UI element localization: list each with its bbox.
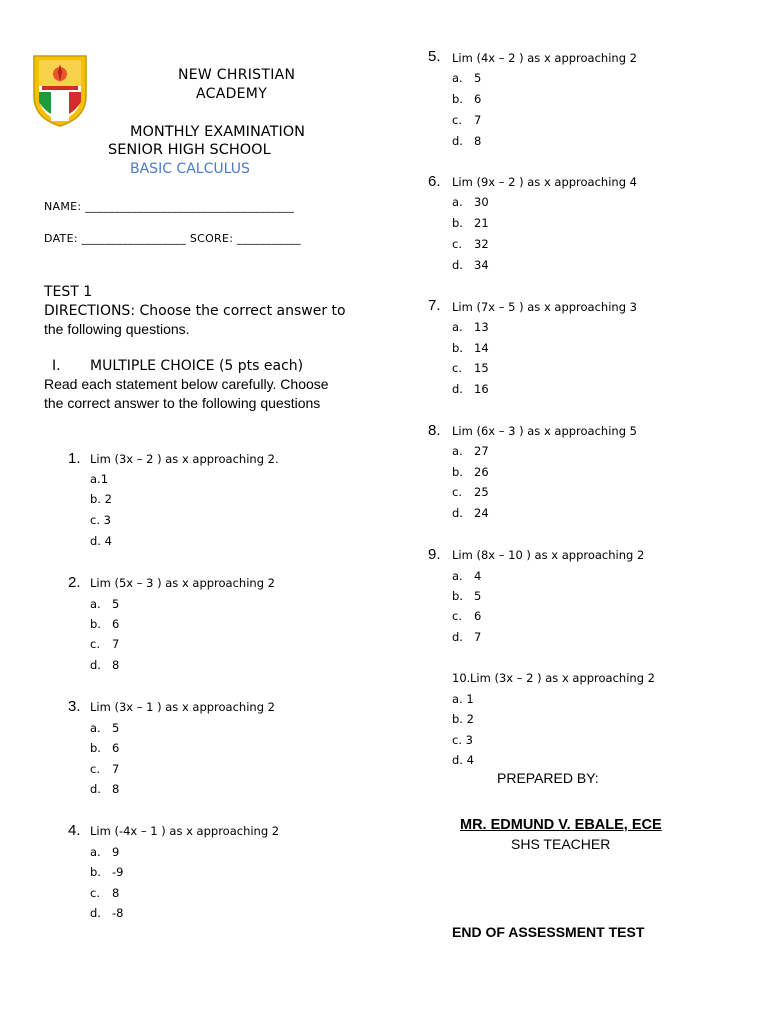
question-number: 9. — [428, 546, 441, 563]
school-name-line1: NEW CHRISTIAN — [178, 67, 296, 83]
date-score-field: DATE: __________________ SCORE: ___________ — [44, 232, 301, 245]
question-number: 2. — [68, 574, 81, 591]
option-letter: a. — [90, 721, 101, 735]
option-letter: b. — [90, 741, 101, 755]
question-text: Lim (4x – 2 ) as x approaching 2 — [452, 51, 637, 65]
option-value: 8 — [112, 658, 120, 672]
question-number: 7. — [428, 297, 441, 314]
option: a. 1 — [452, 692, 474, 706]
option-letter: b. — [452, 341, 463, 355]
option-value: 24 — [474, 506, 489, 520]
option-letter: c. — [452, 237, 462, 251]
option: c. 3 — [452, 733, 473, 747]
option-letter: a. — [452, 444, 463, 458]
question-text: Lim (9x – 2 ) as x approaching 4 — [452, 175, 637, 189]
option-value: 7 — [112, 637, 120, 651]
option-value: 5 — [474, 589, 482, 603]
question-text: Lim (5x – 3 ) as x approaching 2 — [90, 576, 275, 590]
school-logo-icon — [30, 52, 90, 128]
option-letter: d. — [452, 630, 463, 644]
name-field: NAME: ____________________________________ — [44, 200, 294, 213]
option-letter: d. — [452, 134, 463, 148]
option-letter: d. — [452, 258, 463, 272]
exam-title: MONTHLY EXAMINATION — [130, 124, 305, 140]
option-letter: b. — [90, 617, 101, 631]
question-text: Lim (3x – 2 ) as x approaching 2 — [470, 671, 655, 685]
option-letter: c. — [452, 361, 462, 375]
option-value: 14 — [474, 341, 489, 355]
option-value: 5 — [112, 597, 120, 611]
teacher-role: SHS TEACHER — [511, 836, 611, 852]
option-value: 30 — [474, 195, 489, 209]
question-text: Lim (7x – 5 ) as x approaching 3 — [452, 300, 637, 314]
option-value: 13 — [474, 320, 489, 334]
option-value: 15 — [474, 361, 489, 375]
option-letter: b. — [452, 92, 463, 106]
school-name-line2: ACADEMY — [196, 86, 268, 102]
option-letter: c. — [452, 485, 462, 499]
test-title: TEST 1 — [44, 284, 93, 300]
instructions-line2: the correct answer to the following questions — [44, 395, 321, 411]
option-letter: d. — [452, 382, 463, 396]
option-value: 34 — [474, 258, 489, 272]
option-letter: c. — [90, 886, 100, 900]
option-value: 5 — [474, 71, 482, 85]
instructions-line1: Read each statement below carefully. Choose — [44, 376, 329, 392]
question-text: Lim (3x – 2 ) as x approaching 2. — [90, 452, 279, 466]
option: c. 3 — [90, 513, 111, 527]
option-letter: a. — [452, 195, 463, 209]
option-value: 9 — [112, 845, 120, 859]
part-title: MULTIPLE CHOICE (5 pts each) — [90, 358, 304, 374]
option-letter: d. — [90, 906, 101, 920]
option-value: 32 — [474, 237, 489, 251]
option-value: 16 — [474, 382, 489, 396]
option-value: 5 — [112, 721, 120, 735]
option-letter: a. — [452, 71, 463, 85]
option-letter: b. — [452, 465, 463, 479]
option-letter: c. — [452, 113, 462, 127]
option-letter: d. — [452, 506, 463, 520]
option-value: 6 — [474, 92, 482, 106]
question-number: 1. — [68, 450, 81, 467]
option-value: -9 — [112, 865, 124, 879]
option: d. 4 — [90, 534, 112, 548]
subject-title: BASIC CALCULUS — [130, 161, 250, 177]
question-text: Lim (8x – 10 ) as x approaching 2 — [452, 548, 645, 562]
option-letter: a. — [452, 320, 463, 334]
question-number: 5. — [428, 48, 441, 65]
option-letter: b. — [90, 865, 101, 879]
option: a.1 — [90, 472, 109, 486]
option-letter: d. — [90, 658, 101, 672]
option-value: 26 — [474, 465, 489, 479]
option-value: 7 — [474, 113, 482, 127]
option-letter: a. — [452, 569, 463, 583]
option-value: 7 — [112, 762, 120, 776]
option-value: 7 — [474, 630, 482, 644]
option-letter: a. — [90, 845, 101, 859]
question-number: 6. — [428, 173, 441, 190]
question-number: 8. — [428, 422, 441, 439]
option-value: 6 — [112, 617, 120, 631]
directions-line2: the following questions. — [44, 321, 190, 337]
option-value: -8 — [112, 906, 124, 920]
prepared-by-label: PREPARED BY: — [497, 770, 599, 786]
option-letter: b. — [452, 216, 463, 230]
option-letter: c. — [90, 637, 100, 651]
question-text: Lim (3x – 1 ) as x approaching 2 — [90, 700, 275, 714]
directions-line1: DIRECTIONS: Choose the correct answer to — [44, 303, 346, 319]
part-number: I. — [52, 358, 61, 374]
teacher-name: MR. EDMUND V. EBALE, ECE — [460, 817, 662, 833]
question-number: 10. — [452, 671, 471, 685]
option-value: 8 — [112, 782, 120, 796]
option-value: 6 — [112, 741, 120, 755]
question-number: 4. — [68, 822, 81, 839]
option-letter: b. — [452, 589, 463, 603]
school-level: SENIOR HIGH SCHOOL — [108, 142, 271, 158]
option-value: 21 — [474, 216, 489, 230]
option: b. 2 — [452, 712, 474, 726]
option: d. 4 — [452, 753, 474, 767]
option-value: 4 — [474, 569, 482, 583]
question-number: 3. — [68, 698, 81, 715]
option-letter: c. — [452, 609, 462, 623]
question-text: Lim (6x – 3 ) as x approaching 5 — [452, 424, 637, 438]
option-letter: c. — [90, 762, 100, 776]
question-text: Lim (-4x – 1 ) as x approaching 2 — [90, 824, 280, 838]
option-value: 25 — [474, 485, 489, 499]
option-value: 8 — [112, 886, 120, 900]
option-letter: a. — [90, 597, 101, 611]
option-value: 8 — [474, 134, 482, 148]
option-value: 6 — [474, 609, 482, 623]
option: b. 2 — [90, 492, 112, 506]
option-letter: d. — [90, 782, 101, 796]
option-value: 27 — [474, 444, 489, 458]
end-of-test: END OF ASSESSMENT TEST — [452, 924, 645, 940]
